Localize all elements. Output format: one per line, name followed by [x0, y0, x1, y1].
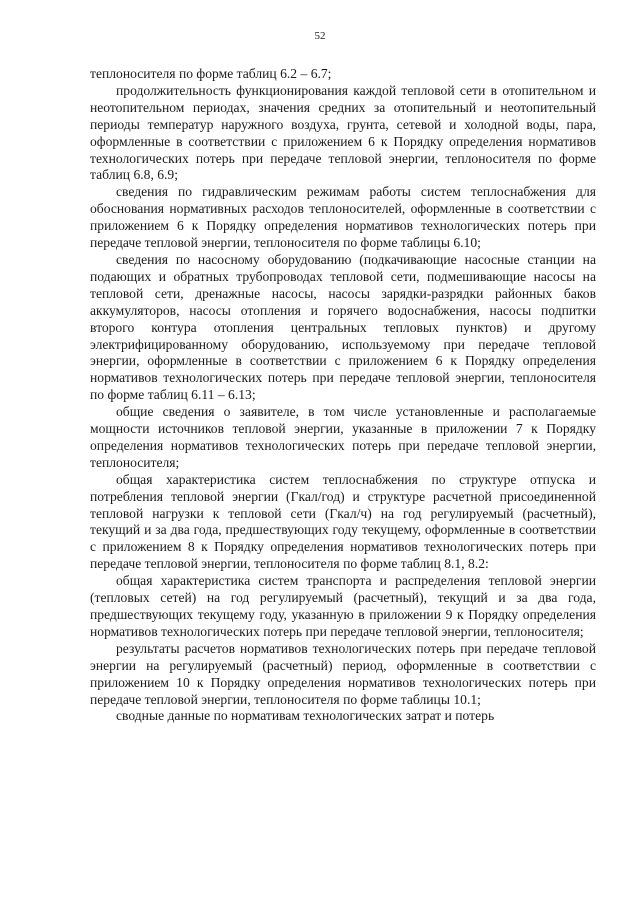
- paragraph-1: теплоносителя по форме таблиц 6.2 – 6.7;: [90, 66, 332, 81]
- paragraph-4: сведения по насосному оборудованию (подкачивающие насосные станции на подающих и обратных трубопроводах тепловой сети, подмешивающие насосы на тепловой сети, дренажные насосы, насосы зарядки-разрядки районных баков аккумуляторов, насосы отопления и горячего водоснабжения, насосы подпитки второго контура отопления центральных тепловых пунктов) и другому электрифицированному оборудованию, используемому при передаче тепловой энергии, оформленные в соответствии с приложением 6 к Порядку определения нормативов технологических потерь при передаче тепловой энергии, теплоносителя по форме таблиц 6.11 – 6.13;: [90, 251, 596, 403]
- document-body: [90, 66, 596, 725]
- paragraph-8: результаты расчетов нормативов технологических потерь при передаче тепловой энергии на регулируемый (расчетный) период, оформленные в соответствии с приложением 10 к Порядку определения нормативов технологических потерь при передаче тепловой энергии, теплоносителя по форме таблицы 10.1;: [90, 640, 596, 707]
- paragraph-9: сводные данные по нормативам технологических затрат и потерь: [116, 708, 495, 724]
- paragraph-2: продолжительность функционирования каждой тепловой сети в отопительном и неотопительном периодах, значения средних за отопительный и неотопительный периоды температур наружного воздуха, грунта, сетевой и холодной воды, пара, оформленные в соответствии с приложением 6 к Порядку определения нормативов технологических потерь при передаче тепловой энергии, теплоносителя по форме таблиц 6.8, 6.9;: [90, 82, 596, 183]
- paragraph-7: общая характеристика систем транспорта и распределения тепловой энергии (тепловых сетей) на год регулируемый (расчетный), текущий и за два года, предшествующих текущему году, указанную в приложении 9 к Порядку определения нормативов технологических потерь при передаче тепловой энергии, теплоносителя;: [90, 573, 596, 639]
- paragraph-6: общая характеристика систем теплоснабжения по структуре отпуска и потребления тепловой энергии (Гкал/год) и структуре расчетной присоединенной тепловой нагрузки к тепловой сети (Гкал/ч) на год регулируемый (расчетный), текущий и за два года, предшествующих году текущему, оформленные в соответствии с приложением 8 к Порядку определения нормативов технологических потерь при передаче тепловой энергии, теплоносителя по форме таблиц 8.1, 8.2:: [90, 471, 596, 572]
- page-number: 52: [314, 30, 326, 42]
- paragraph-3: сведения по гидравлическим режимам работы систем теплоснабжения для обоснования нормативных расходов теплоносителей, оформленные в соответствии с приложением 6 к Порядку определения нормативов технологических потерь при передаче тепловой энергии, теплоносителя по форме таблицы 6.10;: [90, 184, 596, 251]
- paragraph-5: общие сведения о заявителе, в том числе установленные и располагаемые мощности источников тепловой энергии, указанные в приложении 7 к Порядку определения нормативов технологических потерь при передаче тепловой энергии, теплоносителя;: [90, 404, 596, 470]
